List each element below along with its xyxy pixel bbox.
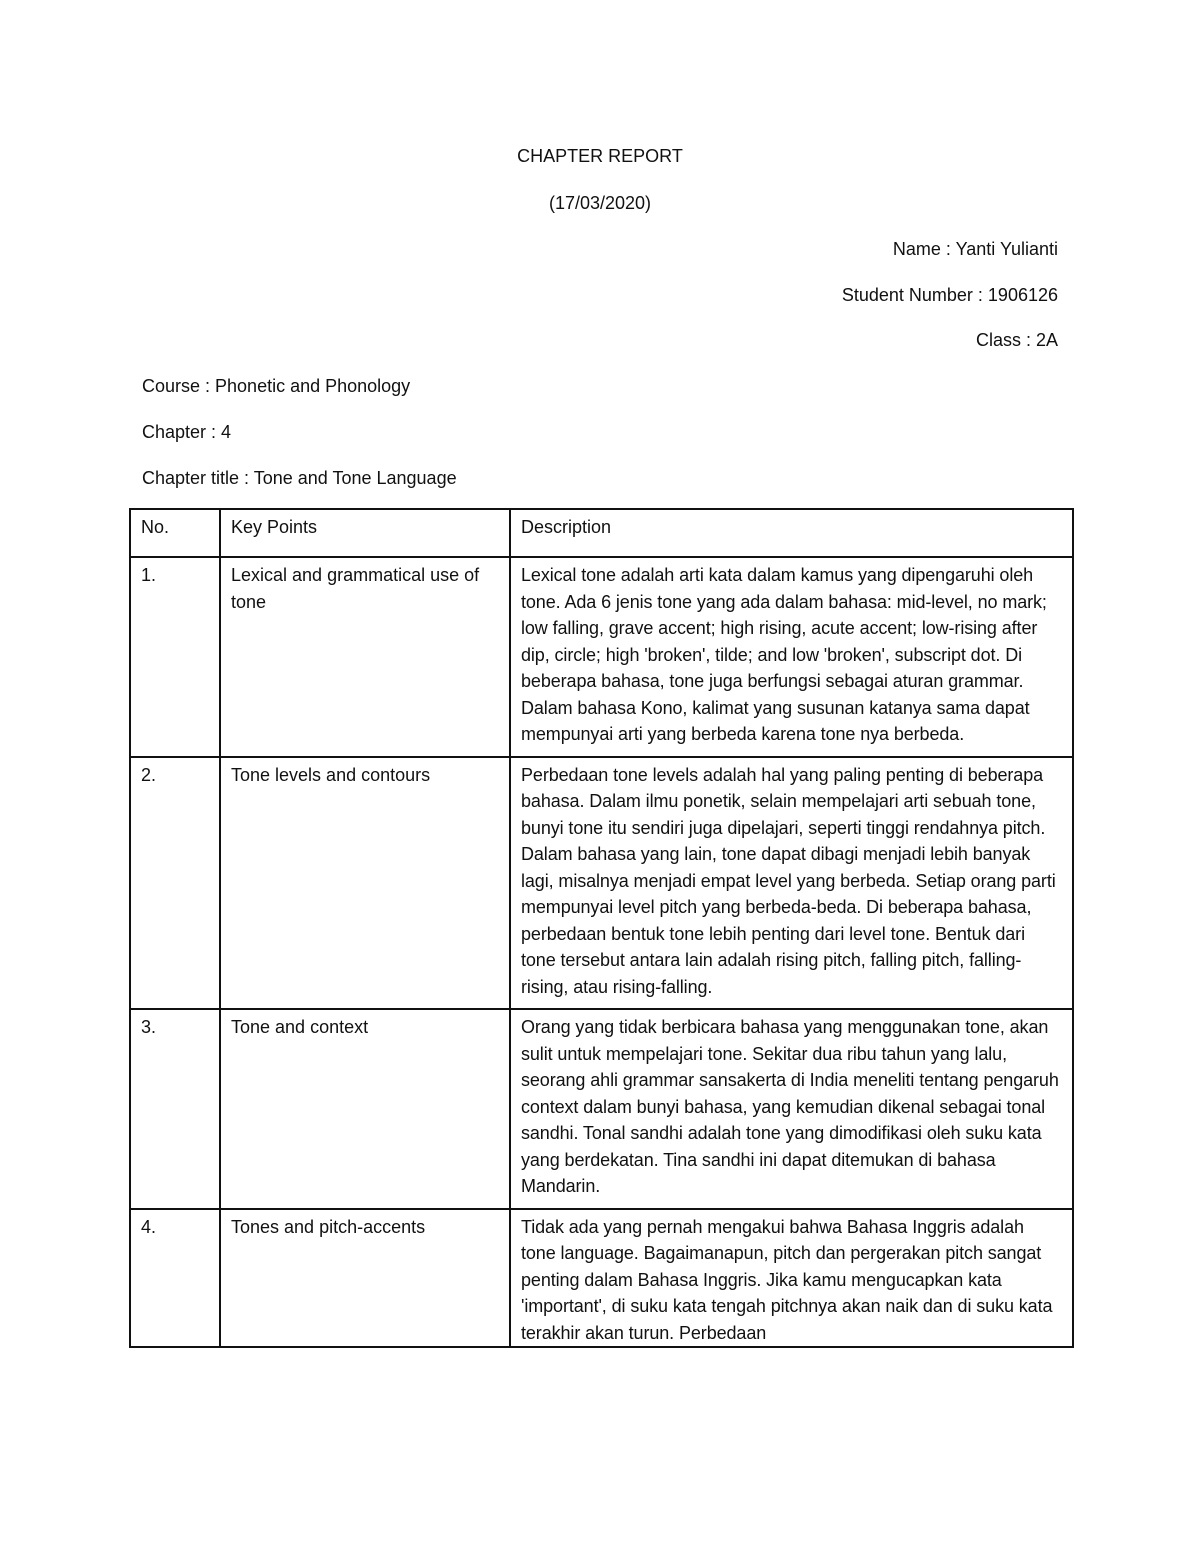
table-header-row bbox=[130, 509, 1073, 557]
table-row bbox=[130, 1009, 1073, 1209]
header-description: Description bbox=[510, 509, 1073, 557]
report-date: (17/03/2020) bbox=[548, 193, 652, 213]
student-number: Student Number : 1906126 bbox=[841, 285, 1058, 305]
row-key-point: Tone and context bbox=[220, 1009, 510, 1209]
row-key-point: Lexical and grammatical use of tone bbox=[220, 557, 510, 757]
row-description: Orang yang tidak berbicara bahasa yang menggunakan tone, akan sulit untuk mempelajari tone. Sekitar dua ribu tahun yang lalu, seorang ahli grammar sansakerta di India meneliti tentang pengaruh context dalam bunyi bahasa, yang kemudian dikenal sebagai tonal sandhi. Tonal sandhi adalah tone yang dimodifikasi oleh suku kata yang berdekatan. Tina sandhi ini dapat ditemukan di bahasa Mandarin. bbox=[510, 1009, 1073, 1209]
row-number: 4. bbox=[130, 1209, 220, 1348]
row-description: Tidak ada yang pernah mengakui bahwa Bahasa Inggris adalah tone language. Bagaimanapun, pitch dan pergerakan pitch sangat penting dalam Bahasa Inggris. Jika kamu mengucapkan kata 'important', di suku kata tengah pitchnya akan naik dan di suku kata terakhir akan turun. Perbedaan bbox=[510, 1209, 1073, 1348]
chapter-line: Chapter : 4 bbox=[142, 422, 232, 442]
student-class: Class : 2A bbox=[975, 330, 1058, 350]
row-number: 1. bbox=[130, 557, 220, 757]
report-title: CHAPTER REPORT bbox=[517, 146, 683, 166]
row-key-point: Tone levels and contours bbox=[220, 757, 510, 1010]
row-description: Lexical tone adalah arti kata dalam kamus yang dipengaruhi oleh tone. Ada 6 jenis tone yang ada dalam bahasa: mid-level, no mark; low falling, grave accent; high rising, acute accent; low-rising after dip, circle; high 'broken', tilde; and low 'broken', subscript dot. Di beberapa bahasa, tone juga berfungsi sebagai aturan grammar. Dalam bahasa Kono, kalimat yang susunan katanya sama dapat mempunyai arti yang berbeda karena tone nya berbeda. bbox=[510, 557, 1073, 757]
chapter-title-line: Chapter title : Tone and Tone Language bbox=[142, 468, 457, 488]
row-key-point: Tones and pitch-accents bbox=[220, 1209, 510, 1348]
header-key-points: Key Points bbox=[220, 509, 510, 557]
row-number: 2. bbox=[130, 757, 220, 1010]
student-name: Name : Yanti Yulianti bbox=[892, 239, 1058, 259]
chapter-report-table bbox=[129, 508, 1074, 1348]
row-description: Perbedaan tone levels adalah hal yang paling penting di beberapa bahasa. Dalam ilmu ponetik, selain mempelajari arti sebuah tone, bunyi tone itu sendiri juga dipelajari, seperti tinggi rendahnya pitch. Dalam bahasa yang lain, tone dapat dibagi menjadi lebih banyak lagi, misalnya menjadi empat level yang berbeda. Setiap orang parti mempunyai level pitch yang berbeda-beda. Di beberapa bahasa, perbedaan bentuk tone lebih penting dari level tone. Bentuk dari tone tersebut antara lain adalah rising pitch, falling pitch, falling-rising, atau rising-falling. bbox=[510, 757, 1073, 1010]
table-row bbox=[130, 557, 1073, 757]
course-line: Course : Phonetic and Phonology bbox=[142, 376, 411, 396]
table-row bbox=[130, 757, 1073, 1010]
table-row bbox=[130, 1209, 1073, 1348]
header-no: No. bbox=[130, 509, 220, 557]
row-number: 3. bbox=[130, 1009, 220, 1209]
